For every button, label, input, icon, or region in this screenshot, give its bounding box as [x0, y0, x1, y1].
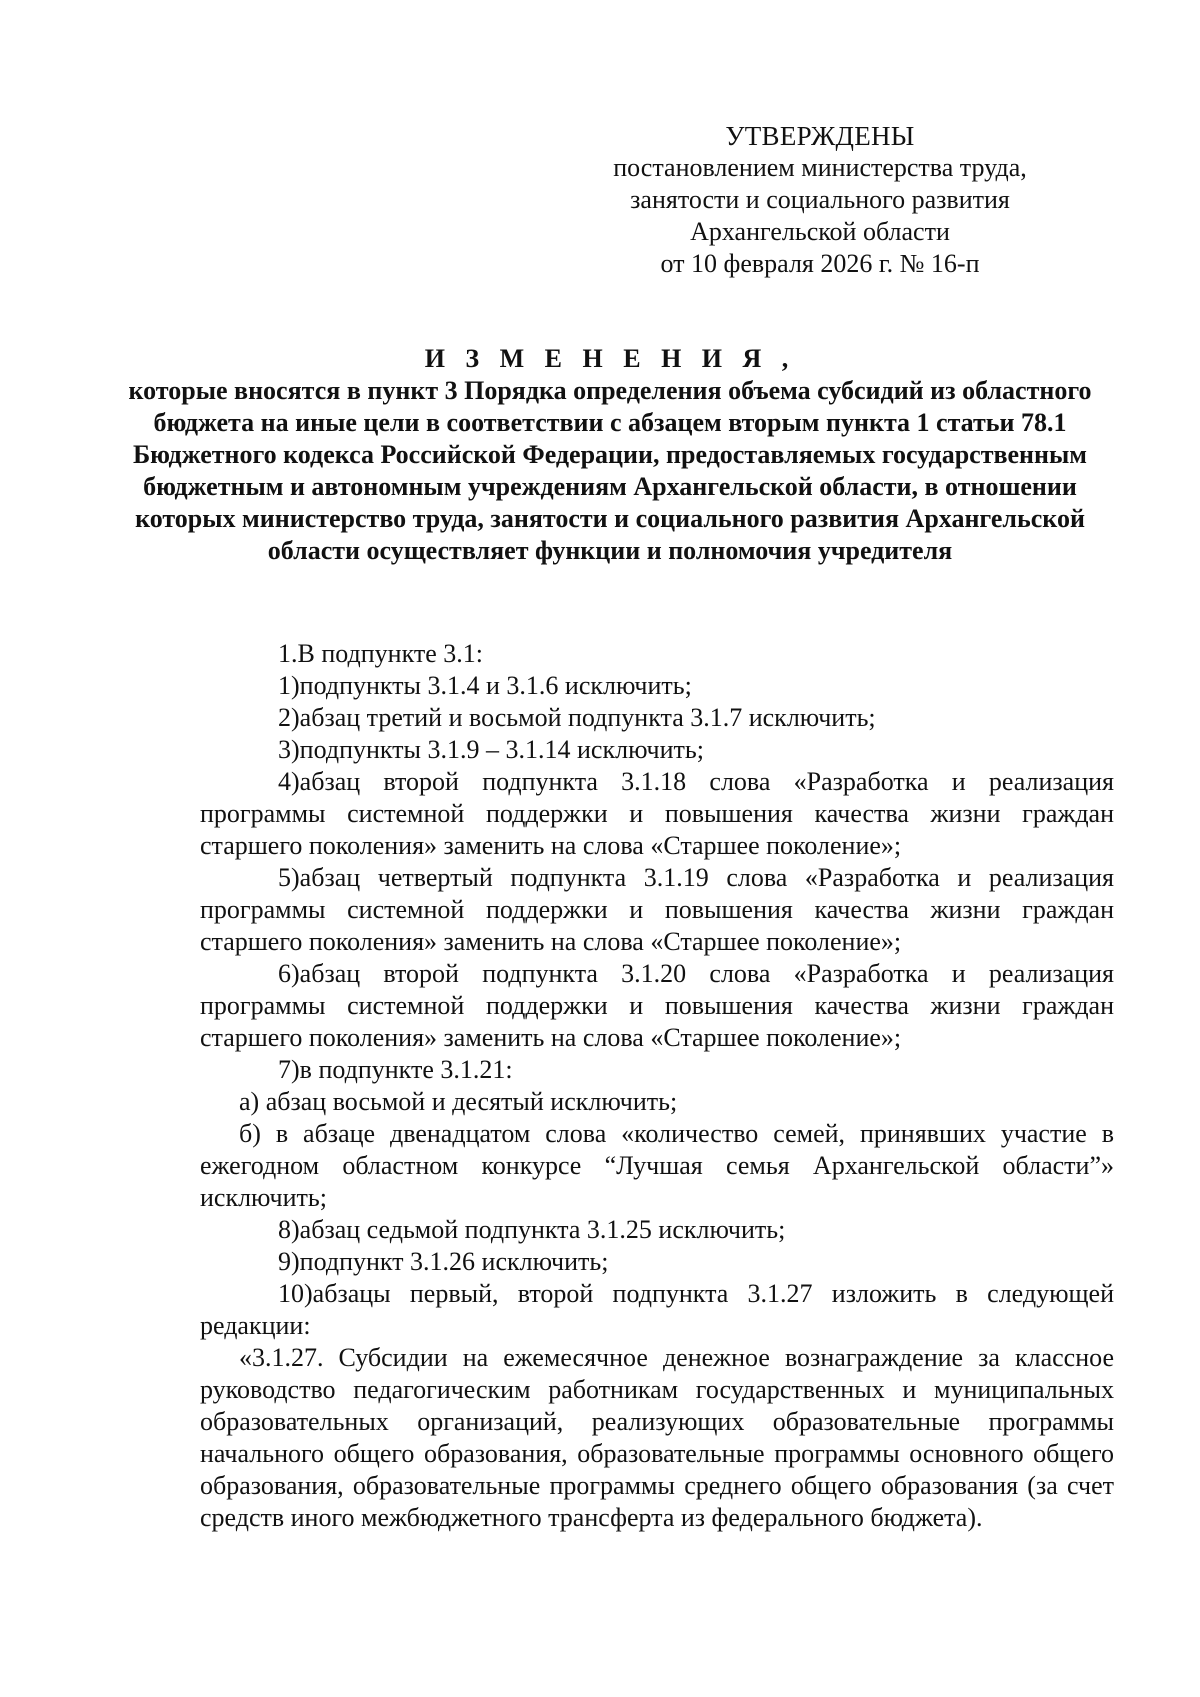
- item-number: 7): [278, 1055, 300, 1084]
- list-item: [200, 1246, 1114, 1278]
- item-number: 5): [278, 863, 300, 892]
- item-number: 6): [278, 959, 300, 988]
- list-item: [200, 1214, 1114, 1246]
- item-text: подпункт 3.1.26 исключить;: [299, 1247, 609, 1276]
- item-number: 8): [278, 1215, 300, 1244]
- list-item: [200, 862, 1114, 958]
- amendments-list: [200, 638, 1114, 1534]
- approval-stamp: [560, 120, 1080, 280]
- item-number: 2): [278, 703, 300, 732]
- approval-line-2: занятости и социального развития: [630, 185, 1010, 214]
- quoted-paragraph: [200, 1342, 1114, 1534]
- approval-line-3: Архангельской области: [690, 217, 950, 246]
- item-number: 1.: [278, 639, 298, 668]
- list-item: [200, 766, 1114, 862]
- list-item: [200, 1054, 1114, 1086]
- heading-subtitle: которые вносятся в пункт 3 Порядка определения объема субсидий из областного бюджета на иные цели в соответствии с абзацем вторым пункта 1 статьи 78.1 Бюджетного кодекса Российской Федерации, предоставляемых государственным бюджетным и автономным учреждениям Архангельской области, в отношении которых министерство труда, занятости и социального развития Архангельской области осуществляет функции и полномочия учредителя: [128, 376, 1092, 565]
- item-text: абзац второй подпункта 3.1.18 слова «Разработка и реализация программы системной поддержки и повышения качества жизни граждан старшего поколения» заменить на слова «Старшее поколение»;: [200, 767, 1114, 860]
- list-item: [200, 638, 1114, 670]
- item-text: абзацы первый, второй подпункта 3.1.27 изложить в следующей редакции:: [200, 1279, 1114, 1340]
- item-text: в подпункте 3.1.21:: [299, 1055, 513, 1084]
- item-text: б) в абзаце двенадцатом слова «количество семей, принявших участие в ежегодном областном конкурсе “Лучшая семья Архангельской области”» исключить;: [200, 1119, 1114, 1212]
- item-text: абзац четвертый подпункта 3.1.19 слова «Разработка и реализация программы системной поддержки и повышения качества жизни граждан старшего поколения» заменить на слова «Старшее поколение»;: [200, 863, 1114, 956]
- list-item: [200, 702, 1114, 734]
- item-text: абзац седьмой подпункта 3.1.25 исключить;: [299, 1215, 786, 1244]
- list-item: [200, 734, 1114, 766]
- item-text: подпункты 3.1.9 – 3.1.14 исключить;: [299, 735, 704, 764]
- heading-title: И З М Е Н Е Н И Я ,: [424, 344, 796, 373]
- approval-title: УТВЕРЖДЕНЫ: [725, 121, 915, 151]
- approval-line-1: постановлением министерства труда,: [613, 153, 1027, 182]
- item-text: В подпункте 3.1:: [297, 639, 483, 668]
- item-number: 3): [278, 735, 300, 764]
- list-item: [200, 1118, 1114, 1214]
- approval-date-number: от 10 февраля 2026 г. № 16-п: [660, 249, 980, 278]
- item-text: а) абзац восьмой и десятый исключить;: [239, 1087, 678, 1116]
- item-text: абзац третий и восьмой подпункта 3.1.7 исключить;: [299, 703, 876, 732]
- item-number: 1): [278, 671, 300, 700]
- item-number: 9): [278, 1247, 300, 1276]
- item-text: абзац второй подпункта 3.1.20 слова «Разработка и реализация программы системной поддержки и повышения качества жизни граждан старшего поколения» заменить на слова «Старшее поколение»;: [200, 959, 1114, 1052]
- document-heading: [120, 343, 1100, 567]
- list-item: [200, 670, 1114, 702]
- item-number: 4): [278, 767, 300, 796]
- item-text: подпункты 3.1.4 и 3.1.6 исключить;: [299, 671, 692, 700]
- list-item: [200, 1278, 1114, 1342]
- list-item: [200, 1086, 1114, 1118]
- list-item: [200, 958, 1114, 1054]
- item-number: 10): [278, 1279, 313, 1308]
- item-text: «3.1.27. Субсидии на ежемесячное денежное вознаграждение за классное руководство педагогическим работникам государственных и муниципальных образовательных организаций, реализующих образовательные программы начального общего образования, образовательные программы основного общего образования, образовательные программы среднего общего образования (за счет средств иного межбюджетного трансферта из федерального бюджета).: [200, 1343, 1114, 1532]
